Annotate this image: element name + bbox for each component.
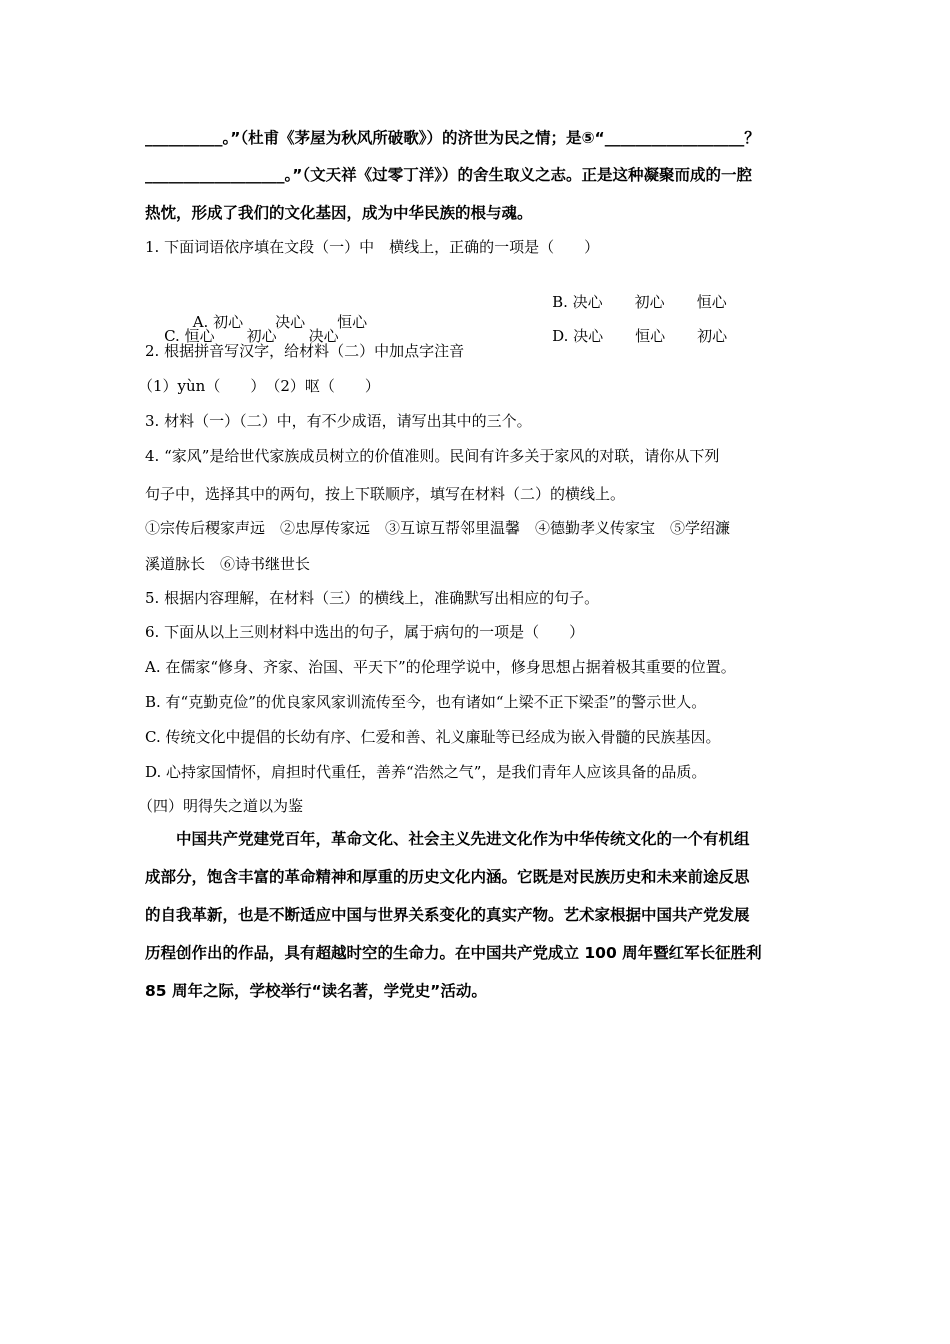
option-word: 初心 — [246, 327, 277, 345]
q4-choices-line-1: ①宗传后稷家声远 ②忠厚传家远 ③互谅互帮邻里温馨 ④德勤孝义传家宝 ⑤学绍濂 — [145, 519, 731, 537]
section-4-para-line-2: 成部分，饱含丰富的革命精神和厚重的历史文化内涵。它既是对民族历史和未来前途反思 — [145, 868, 750, 886]
intro-line-1: __________。”（杜甫《茅屋为秋风所破歌》）的济世为民之情；是⑤“__________________？ — [145, 129, 760, 147]
option-word: 决心 — [573, 327, 604, 345]
option-letter: B. — [552, 293, 568, 311]
q6-stem: 6. 下面从以上三则材料中选出的句子，属于病句的一项是（ ） — [145, 623, 585, 641]
option-letter: A. — [192, 313, 209, 331]
q1-option-d — [533, 306, 727, 366]
section-4-para-line-3: 的自我革新，也是不断适应中国与世界关系变化的真实产物。艺术家根据中国共产党发展 — [145, 906, 750, 924]
option-word: 决心 — [308, 327, 339, 345]
q6-option-b: B. 有“克勤克俭”的优良家风家训流传至今，也有诸如“上梁不正下梁歪”的警示世人。 — [145, 693, 707, 711]
section-4-para-line-4: 历程创作出的作品，具有超越时空的生命力。在中国共产党成立 100 周年暨红军长征胜利 — [145, 944, 762, 962]
q4-stem-line-2: 句子中，选择其中的两句，按上下联顺序，填写在材料（二）的横线上。 — [145, 485, 626, 503]
q6-option-d: D. 心持家国情怀，肩担时代重任，善养“浩然之气”，是我们青年人应该具备的品质。 — [145, 763, 707, 781]
option-word: 决心 — [572, 293, 603, 311]
q6-option-c: C. 传统文化中提倡的长幼有序、仁爱和善、礼义廉耻等已经成为嵌入骨髓的民族基因。 — [145, 728, 721, 746]
option-word: 初心 — [697, 327, 728, 345]
intro-line-3: 热忱，形成了我们的文化基因，成为中华民族的根与魂。 — [145, 204, 533, 222]
section-4-para-line-5: 85 周年之际，学校举行“读名著，学党史”活动。 — [145, 982, 487, 1000]
q4-stem-line-1: 4. “家风”是给世代家族成员树立的价值准则。民间有许多关于家风的对联，请你从下列 — [145, 447, 720, 465]
q1-stem: 1. 下面词语依序填在文段（一）中 横线上，正确的一项是（ ） — [145, 238, 600, 256]
section-4-para-line-1: 中国共产党建党百年，革命文化、社会主义先进文化作为中华传统文化的一个有机组 — [145, 830, 750, 848]
option-letter: D. — [552, 327, 569, 345]
option-letter: C. — [164, 327, 180, 345]
q2-items: （1）yùn（ ） （2）呕（ ） — [138, 377, 380, 395]
option-word: 恒心 — [635, 327, 666, 345]
q2-stem: 2. 根据拼音写汉字，给材料（二）中加点字注音 — [145, 342, 465, 360]
option-word: 初心 — [213, 313, 244, 331]
section-4-heading: （四）明得失之道以为鉴 — [138, 797, 304, 815]
option-word: 恒心 — [696, 293, 727, 311]
option-word: 恒心 — [184, 327, 215, 345]
q4-choices-line-2: 溪道脉长 ⑥诗书继世长 — [145, 555, 311, 573]
q5-stem: 5. 根据内容理解，在材料（三）的横线上，准确默写出相应的句子。 — [145, 589, 600, 607]
q6-option-a: A. 在儒家“修身、齐家、治国、平天下”的伦理学说中，修身思想占据着极其重要的位置。 — [145, 658, 736, 676]
option-word: 决心 — [275, 313, 306, 331]
option-word: 初心 — [634, 293, 665, 311]
option-word: 恒心 — [337, 313, 368, 331]
intro-line-2: __________________。”（文天祥《过零丁洋》）的舍生取义之志。正是这种凝聚而成的一腔 — [145, 166, 752, 184]
q3-stem: 3. 材料（一）（二）中，有不少成语，请写出其中的三个。 — [145, 412, 532, 430]
